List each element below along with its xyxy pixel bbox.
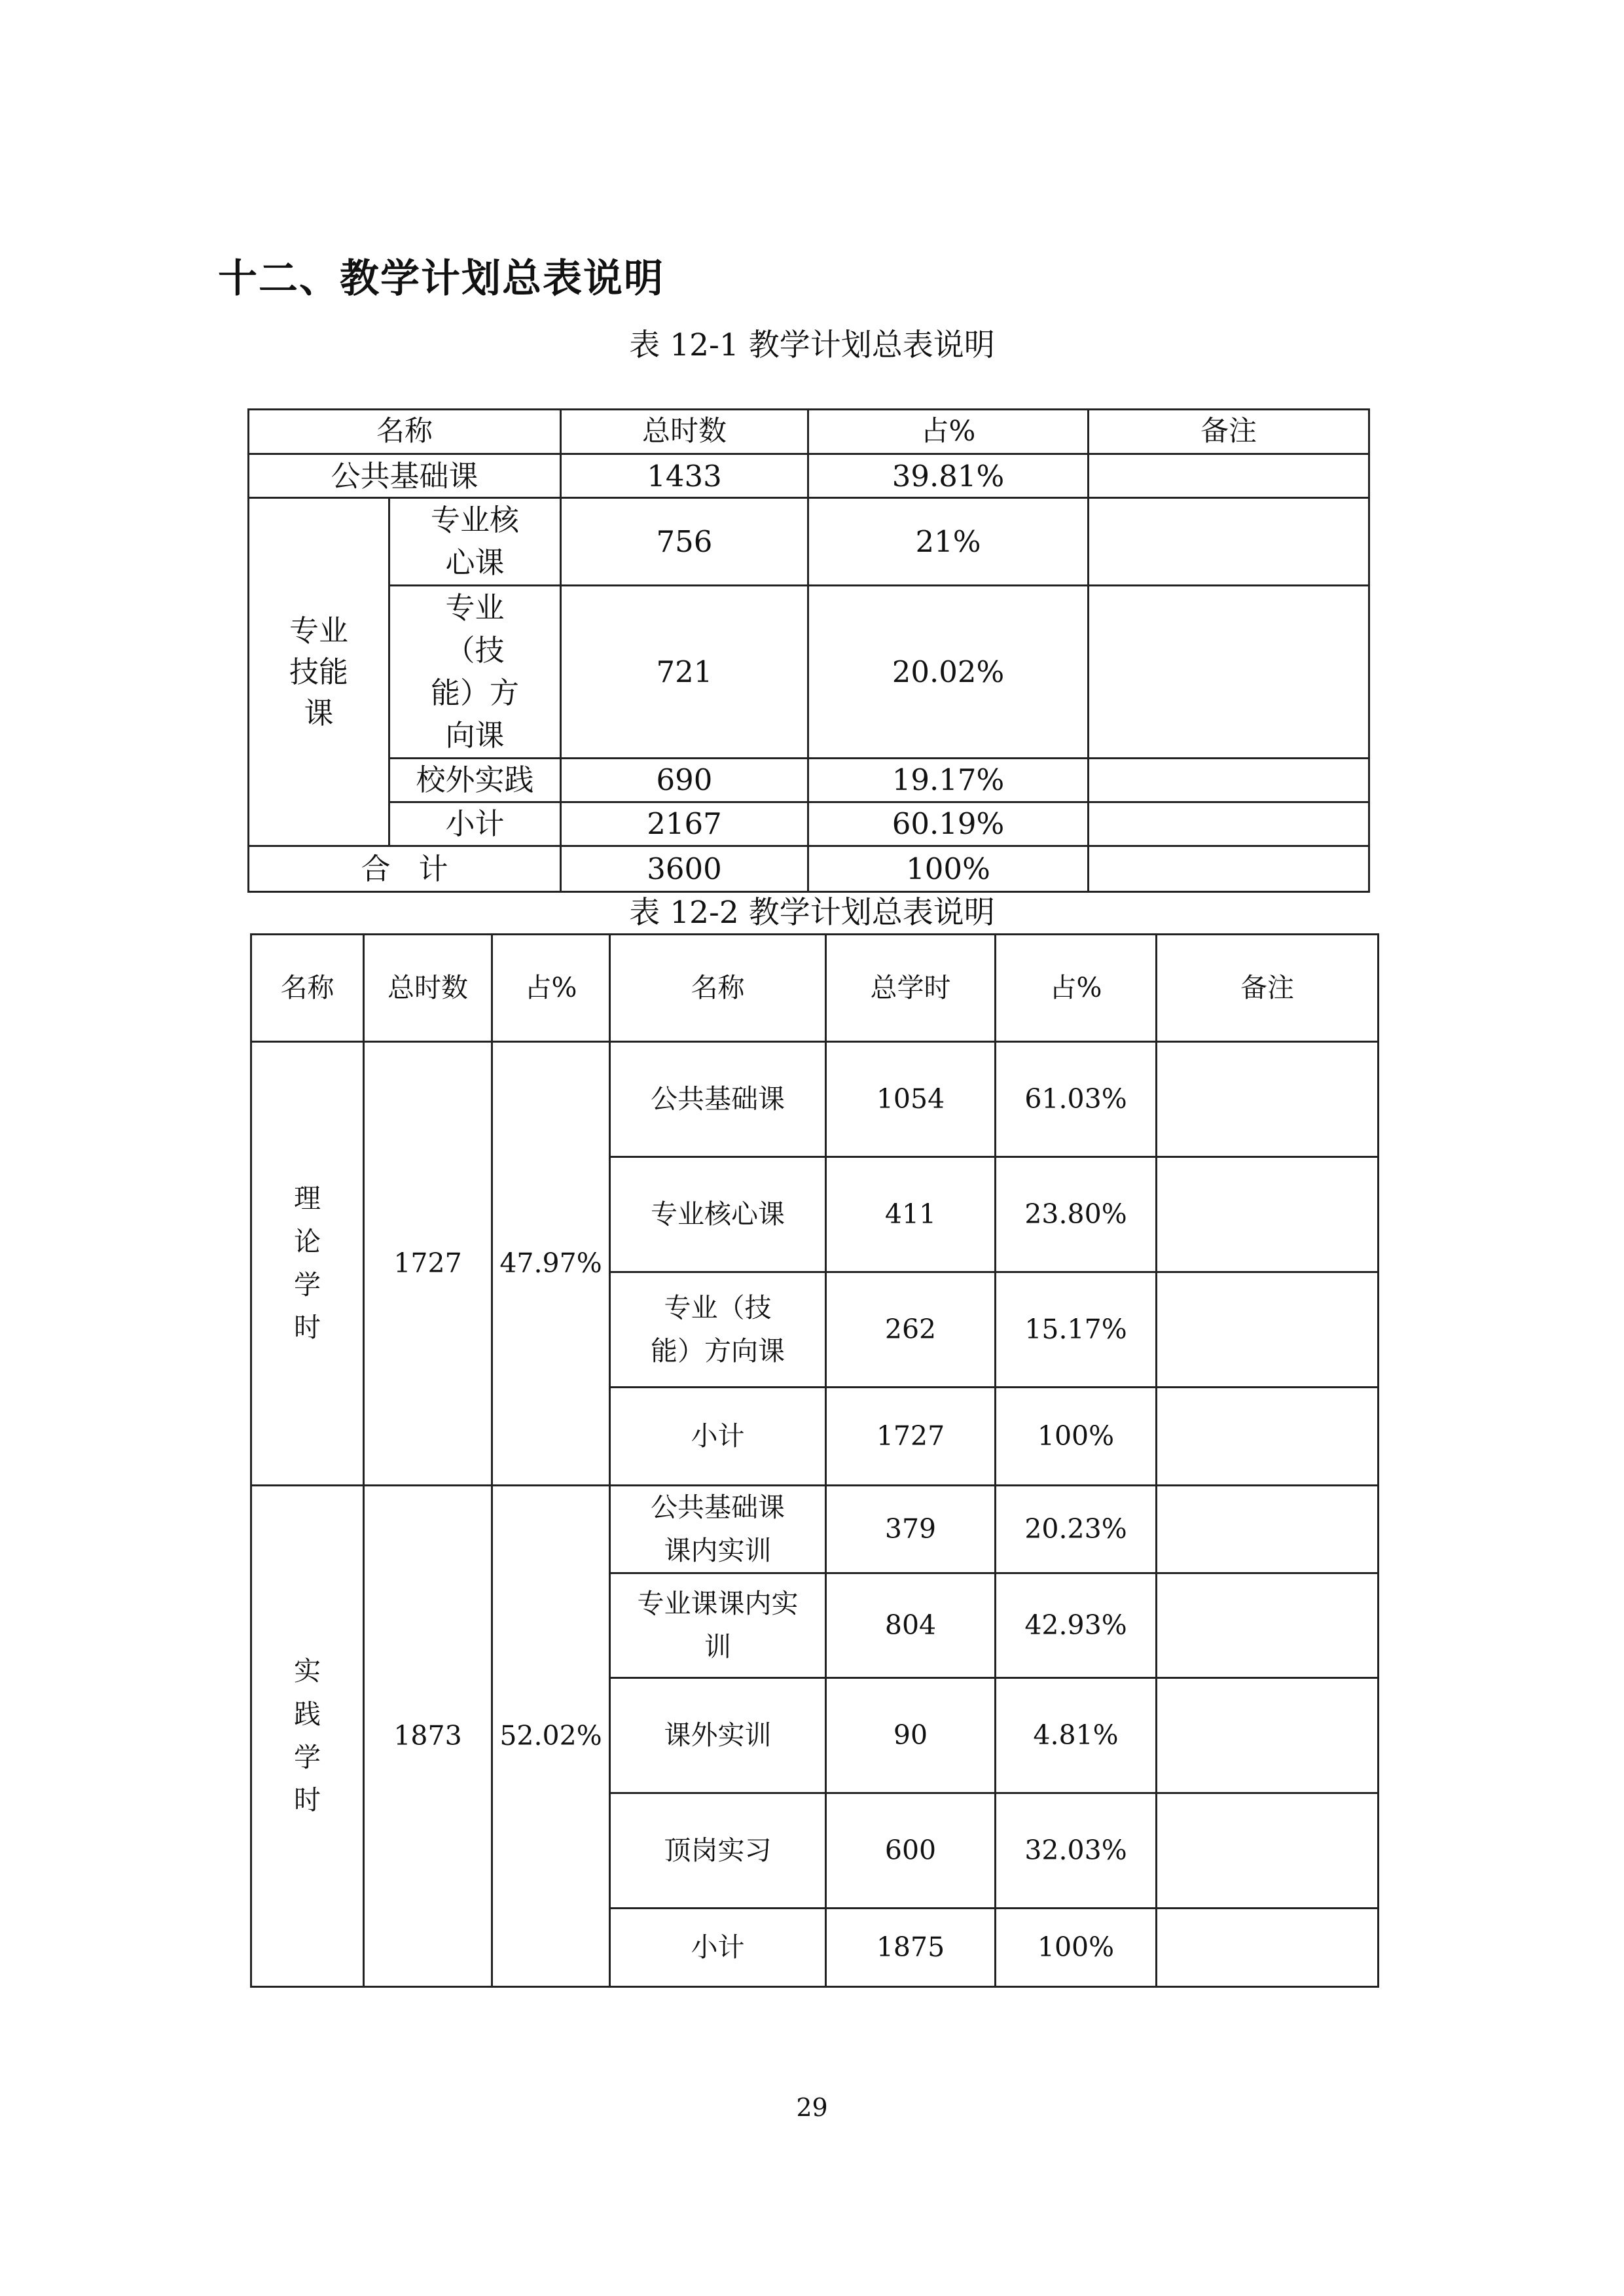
- header-total-hours: 总时数: [364, 935, 492, 1042]
- row-percent: 4.81%: [996, 1678, 1157, 1793]
- table-row: [249, 454, 1369, 498]
- header-sub-name: 名称: [610, 935, 826, 1042]
- row-hours: 804: [826, 1573, 996, 1678]
- row-percent: 21%: [808, 498, 1089, 586]
- header-remarks: 备注: [1157, 935, 1379, 1042]
- row-name-text: 公共基础课课内实训: [651, 1492, 785, 1566]
- table-total-row: [249, 846, 1369, 891]
- theory-percent: 47.97%: [492, 1042, 610, 1486]
- row-name: [610, 1272, 826, 1388]
- row-hours: 1054: [826, 1042, 996, 1157]
- row-remarks: [1157, 1486, 1379, 1573]
- row-remarks: [1157, 1388, 1379, 1486]
- theory-label: [251, 1042, 364, 1486]
- row-percent: 100%: [996, 1909, 1157, 1987]
- row-name: [610, 1486, 826, 1573]
- row-name: 公共基础课: [249, 454, 561, 498]
- row-remarks: [1089, 498, 1369, 586]
- row-remarks: [1157, 1573, 1379, 1678]
- group-label: [249, 498, 389, 846]
- row-hours: 411: [826, 1157, 996, 1272]
- table-1-caption: 表 12-1 教学计划总表说明: [629, 327, 995, 363]
- group-label-text: 专业技能课: [289, 613, 348, 730]
- row-name: 校外实践: [389, 758, 561, 802]
- table-row: [251, 1042, 1379, 1157]
- row-hours: 379: [826, 1486, 996, 1573]
- header-remarks: 备注: [1089, 410, 1369, 454]
- total-remarks: [1089, 846, 1369, 891]
- header-percent: 占%: [492, 935, 610, 1042]
- row-hours: 1727: [826, 1388, 996, 1486]
- section-title: 十二、教学计划总表说明: [218, 256, 664, 302]
- row-percent: 20.23%: [996, 1486, 1157, 1573]
- header-percent: 占%: [808, 410, 1089, 454]
- header-sub-percent: 占%: [996, 935, 1157, 1042]
- row-percent: 32.03%: [996, 1793, 1157, 1909]
- row-hours: 756: [561, 498, 808, 586]
- header-total-hours: 总时数: [561, 410, 808, 454]
- practice-label-text: 实践学时: [294, 1655, 321, 1816]
- row-percent: 20.02%: [808, 585, 1089, 758]
- theory-hours: 1727: [364, 1042, 492, 1486]
- row-name: 小计: [389, 802, 561, 846]
- total-name: 合 计: [249, 846, 561, 891]
- row-name: 公共基础课: [610, 1042, 826, 1157]
- row-name-text: 专业核心课: [430, 503, 519, 581]
- header-name: 名称: [251, 935, 364, 1042]
- page-number: 29: [796, 2093, 828, 2122]
- row-remarks: [1157, 1157, 1379, 1272]
- row-percent: 15.17%: [996, 1272, 1157, 1388]
- row-hours: 90: [826, 1678, 996, 1793]
- practice-hours: 1873: [364, 1486, 492, 1987]
- table-row: [249, 585, 1369, 758]
- table-header-row: [251, 935, 1379, 1042]
- row-name: [389, 498, 561, 586]
- total-percent: 100%: [808, 846, 1089, 891]
- row-hours: 690: [561, 758, 808, 802]
- row-hours: 1875: [826, 1909, 996, 1987]
- total-hours: 3600: [561, 846, 808, 891]
- row-hours: 1433: [561, 454, 808, 498]
- row-percent: 61.03%: [996, 1042, 1157, 1157]
- row-name: [610, 1573, 826, 1678]
- row-remarks: [1157, 1042, 1379, 1157]
- table-row: [249, 802, 1369, 846]
- row-percent: 19.17%: [808, 758, 1089, 802]
- row-percent: 42.93%: [996, 1573, 1157, 1678]
- row-percent: 100%: [996, 1388, 1157, 1486]
- header-name: 名称: [249, 410, 561, 454]
- row-name-text: 专业（技能）方向课: [651, 1291, 785, 1367]
- practice-percent: 52.02%: [492, 1486, 610, 1987]
- row-hours: 2167: [561, 802, 808, 846]
- row-remarks: [1157, 1272, 1379, 1388]
- teaching-hours-breakdown-table: [250, 933, 1379, 1988]
- table-2-caption: 表 12-2 教学计划总表说明: [629, 895, 995, 931]
- row-name-text: 专业（技能）方向课: [430, 590, 519, 753]
- row-remarks: [1089, 454, 1369, 498]
- row-name-text: 专业课课内实训: [637, 1588, 799, 1662]
- teaching-plan-summary-table: [247, 408, 1370, 893]
- table-header-row: [249, 410, 1369, 454]
- practice-label: [251, 1486, 364, 1987]
- row-remarks: [1089, 585, 1369, 758]
- table-row: [249, 758, 1369, 802]
- row-remarks: [1089, 758, 1369, 802]
- row-remarks: [1157, 1678, 1379, 1793]
- row-name: 课外实训: [610, 1678, 826, 1793]
- row-hours: 262: [826, 1272, 996, 1388]
- row-hours: 721: [561, 585, 808, 758]
- row-name: 顶岗实习: [610, 1793, 826, 1909]
- row-remarks: [1157, 1793, 1379, 1909]
- theory-label-text: 理论学时: [294, 1183, 321, 1344]
- row-remarks: [1157, 1909, 1379, 1987]
- table-row: [251, 1486, 1379, 1573]
- row-percent: 23.80%: [996, 1157, 1157, 1272]
- row-percent: 60.19%: [808, 802, 1089, 846]
- row-percent: 39.81%: [808, 454, 1089, 498]
- row-hours: 600: [826, 1793, 996, 1909]
- row-name: 小计: [610, 1909, 826, 1987]
- row-name: 专业核心课: [610, 1157, 826, 1272]
- row-remarks: [1089, 802, 1369, 846]
- row-name: 小计: [610, 1388, 826, 1486]
- header-total-study-hours: 总学时: [826, 935, 996, 1042]
- table-row: [249, 498, 1369, 586]
- row-name: [389, 585, 561, 758]
